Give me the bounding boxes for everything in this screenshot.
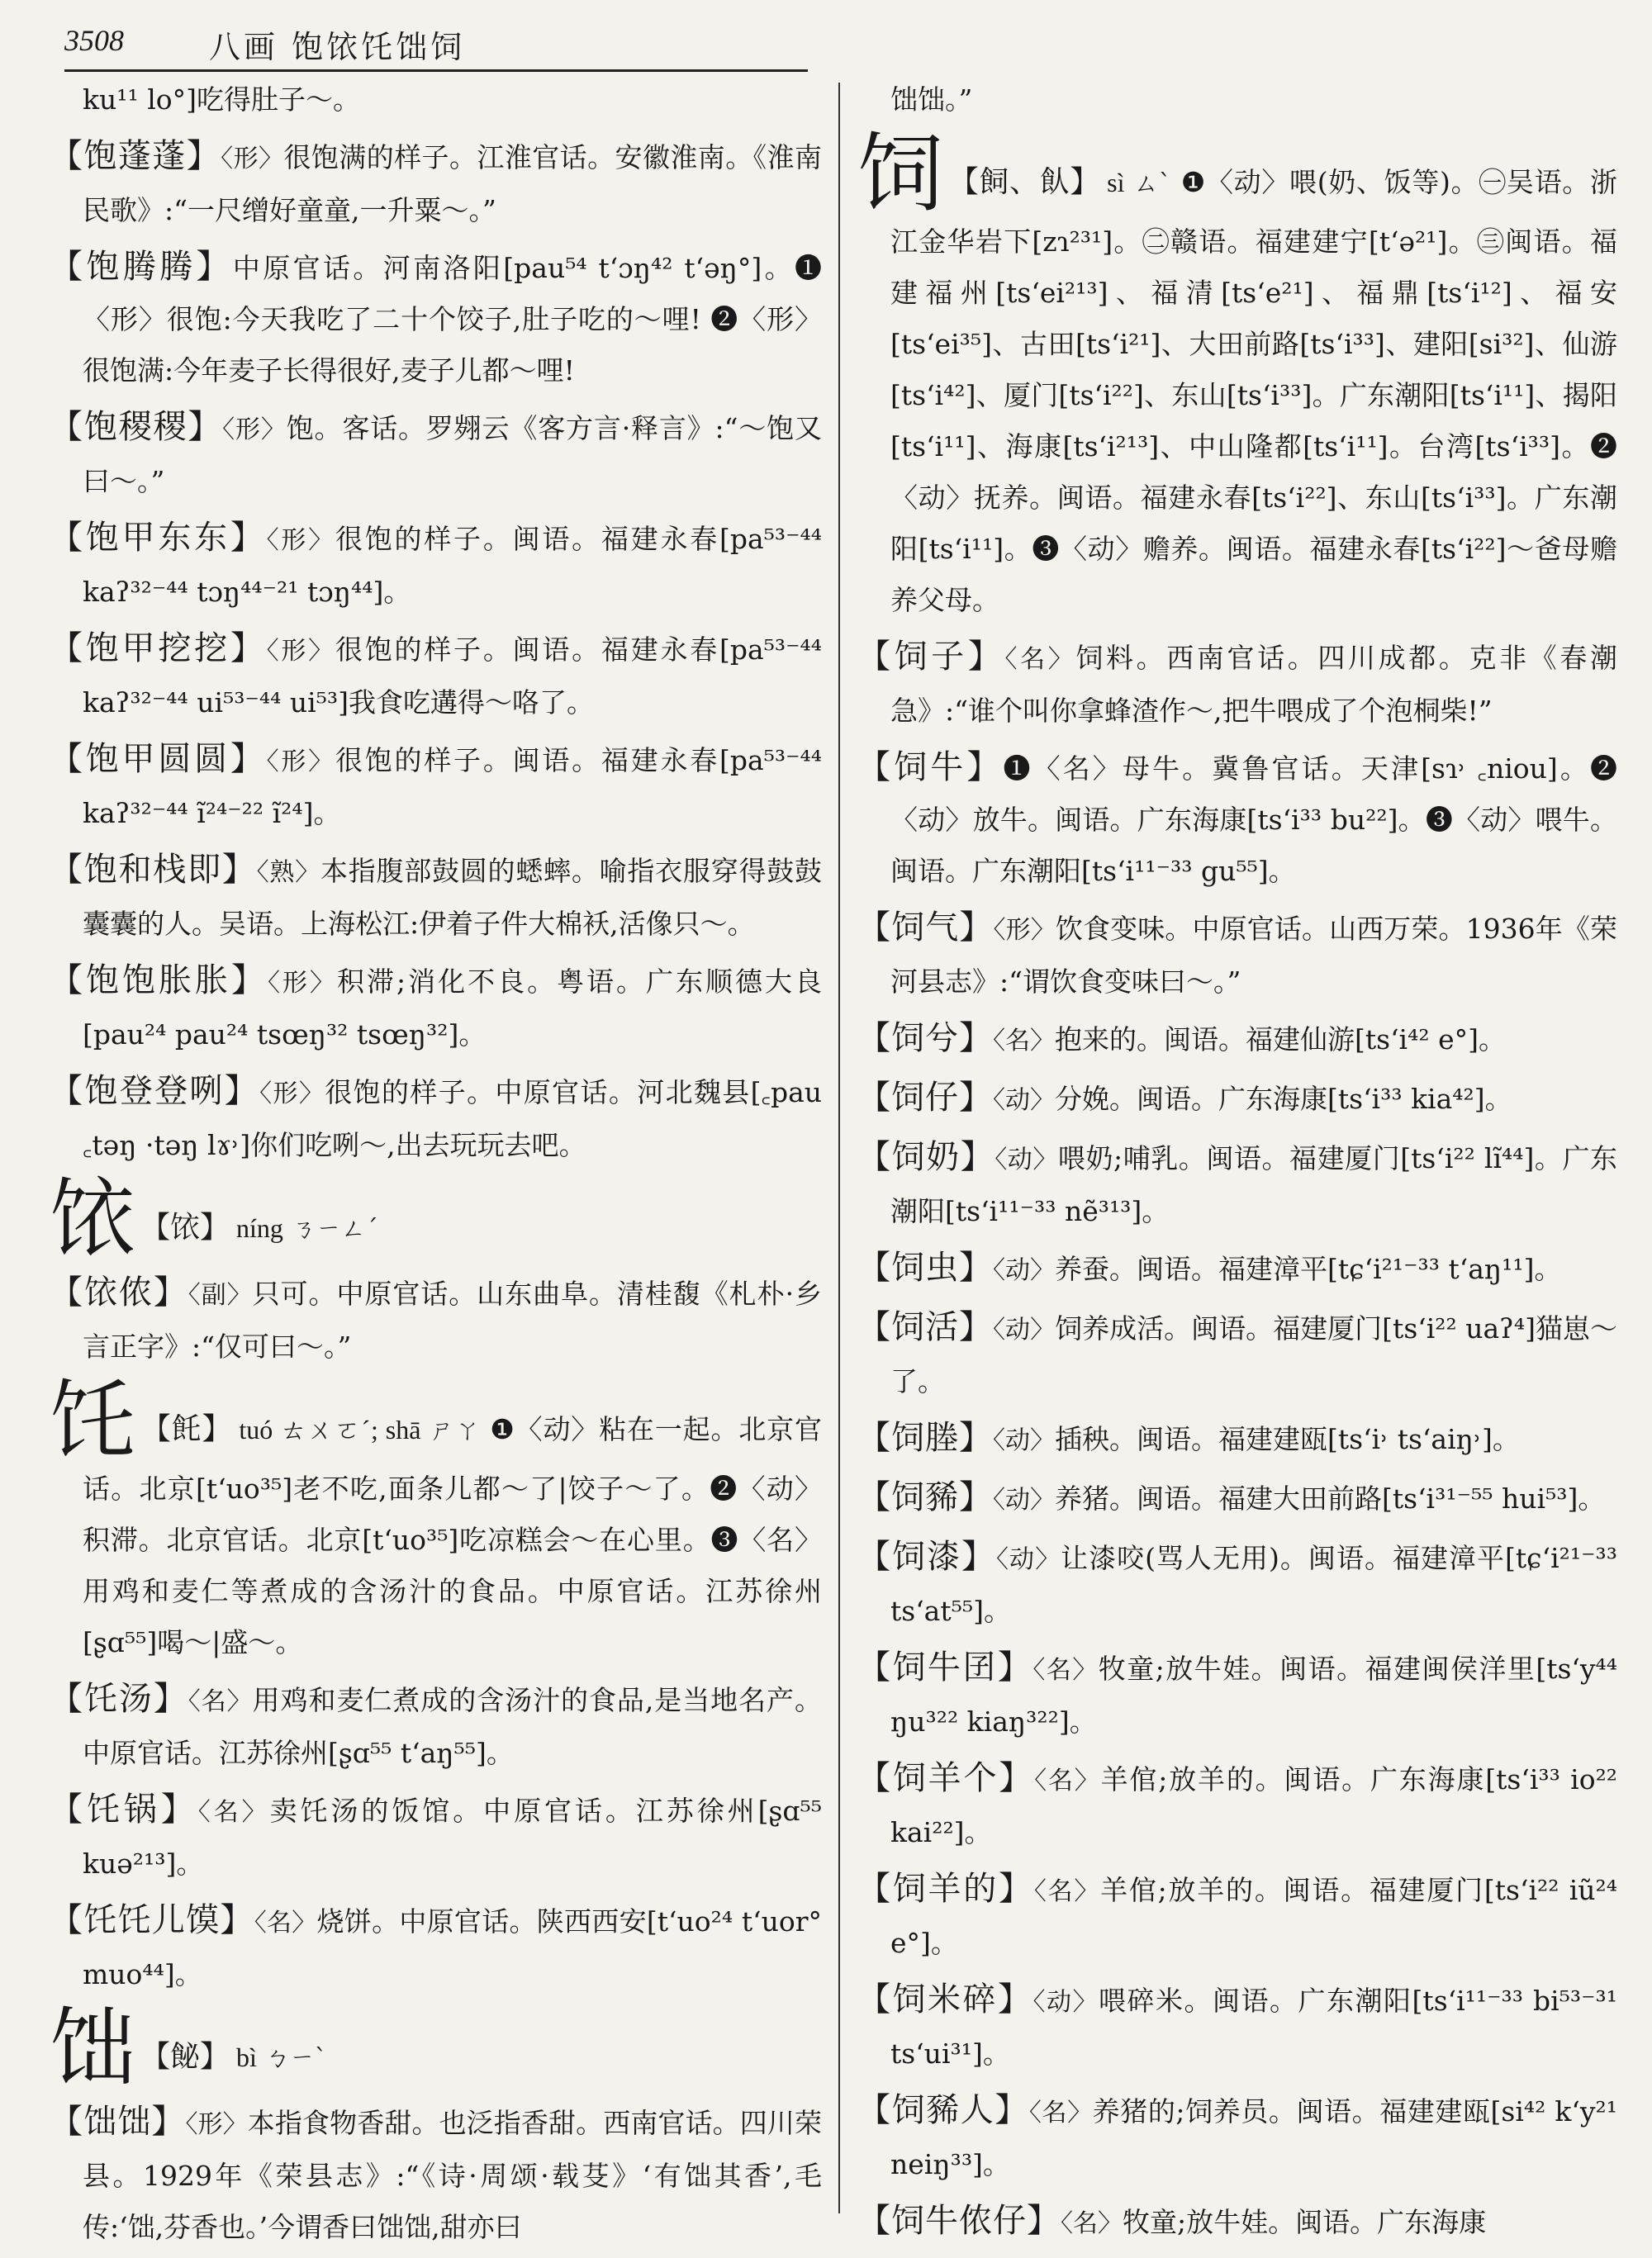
entry-headword: 【饲兮】	[857, 1019, 993, 1057]
definition-text: 很饱满的样子。江淮官话。安徽淮南。《淮南民歌》:“一尺缯好童童,一升粟～。”	[83, 141, 823, 226]
entry-headword: 【饱和栈即】	[50, 851, 257, 889]
entry-headword: 【饲牛】	[857, 748, 1004, 786]
definition-text: 烧饼。中原官话。陕西西安[tʻuo²⁴ tʻuor° muo⁴⁴]。	[83, 1905, 823, 1990]
definition-text: ❶〈名〉母牛。冀鲁官话。天津[sɿ˒ ꜀niou]。❷〈动〉放牛。闽语。广东海康[tsʻi³³ bu²²]。❸〈动〉喂牛。闽语。广东潮阳[tsʻi¹¹⁻³³ gu⁵⁵]。	[890, 752, 1618, 887]
zhuyin: ㄙˋ	[1132, 169, 1172, 198]
dictionary-entry	[50, 733, 822, 839]
part-of-speech: 〈名〉	[1033, 1877, 1101, 1906]
part-of-speech: 〈动〉	[993, 1426, 1055, 1455]
dictionary-entry	[857, 1242, 1617, 1297]
part-of-speech: 〈形〉	[266, 747, 335, 776]
definition-text: 饱。客话。罗翙云《客方言·释言》:“～饱又曰～。”	[83, 412, 823, 497]
entry-headword: 【饱腾腾】	[50, 248, 233, 286]
page-number: 3508	[64, 24, 124, 57]
definition-text: 饲料。西南官话。四川成都。克非《春潮急》:“谁个叫你拿蜂渣作～,把牛喂成了个泡桐柴!”	[890, 642, 1617, 727]
definition-text: 饲养成活。闽语。福建厦门[tsʻi²² uaʔ⁴]猫崽～了。	[890, 1312, 1618, 1397]
definition-text: 饮食变味。中原官话。山西万荣。1936年《荣河县志》:“谓饮食变味曰～。”	[890, 913, 1618, 998]
definition-text: 养猪的;饲养员。闽语。福建建瓯[si⁴² kʻy²¹ neiŋ³³]。	[890, 2095, 1618, 2180]
dictionary-entry	[50, 130, 822, 236]
entry-headword: 【饱稷稷】	[50, 408, 223, 446]
definition-text: 养蚕。闽语。福建漳平[tɕʻi²¹⁻³³ tʻaŋ¹¹]。	[1055, 1253, 1562, 1285]
entry-headword: 【饲仔】	[857, 1079, 993, 1117]
dictionary-entry	[857, 1412, 1617, 1467]
dictionary-entry	[857, 631, 1617, 737]
part-of-speech: 〈名〉	[188, 1687, 253, 1716]
dictionary-entry	[50, 1673, 822, 1779]
definition-text: 羊倌;放羊的。闽语。福建厦门[tsʻi²² iũ²⁴ e°]。	[890, 1874, 1618, 1959]
entry-headword: 【饲气】	[857, 908, 994, 946]
definition-text: 只可。中原官话。山东曲阜。清桂馥《札朴·乡言正字》:“仅可曰～。”	[83, 1278, 823, 1363]
definition-text: 让漆咬(骂人无用)。闽语。福建漳平[tɕʻi²¹⁻³³ tsʻat⁵⁵]。	[890, 1542, 1618, 1627]
pinyin: tuó ㄊㄨㄛˊ; shā	[239, 1415, 421, 1444]
entry-headword: 【饲子】	[857, 638, 1005, 676]
part-of-speech: 〈动〉	[993, 1256, 1055, 1285]
continued-text: 饳饳。”	[890, 83, 973, 116]
character-entry	[50, 1169, 822, 1269]
traditional-form: 【飼、飤】	[948, 165, 1101, 199]
header-rule	[64, 69, 808, 72]
dictionary-entry	[50, 1267, 822, 1373]
part-of-speech: 〈形〉	[221, 145, 284, 173]
dictionary-entry	[857, 1753, 1617, 1858]
dictionary-entry	[857, 1974, 1617, 2080]
part-of-speech: 〈动〉	[996, 1545, 1061, 1574]
dictionary-entry	[857, 1131, 1617, 1237]
entry-headword: 【饦汤】	[50, 1680, 188, 1718]
part-of-speech: 〈名〉	[1032, 1656, 1099, 1685]
part-of-speech: 〈名〉	[1028, 2099, 1093, 2128]
definition-text: 很饱的样子。闽语。福建永春[pa⁵³⁻⁴⁴ kaʔ³²⁻⁴⁴ ui⁵³⁻⁴⁴ ui⁵³]我食吃遘得～咯了。	[83, 633, 823, 719]
character-entry	[50, 1998, 822, 2099]
part-of-speech: 〈形〉	[222, 415, 287, 444]
definition-text: 喂碎米。闽语。广东潮阳[tsʻi¹¹⁻³³ bi⁵³⁻³¹ tsʻui³¹]。	[890, 1985, 1618, 2070]
part-of-speech: 〈名〉	[1004, 645, 1076, 674]
zhuyin: ㄕㄚ	[429, 1416, 481, 1445]
dictionary-entry	[50, 844, 822, 950]
traditional-form: 【飶】	[140, 2040, 230, 2074]
entry-headword: 【饲漆】	[857, 1538, 997, 1576]
head-character: 饦	[50, 1370, 136, 1471]
entry-headword: 【饳饳】	[50, 2103, 186, 2141]
entry-headword: 【饲米碎】	[857, 1980, 1033, 2018]
head-character: 饳	[50, 1998, 136, 2099]
dictionary-entry	[857, 1863, 1617, 1969]
part-of-speech: 〈名〉	[1061, 2209, 1123, 2238]
definition-text: 喂奶;哺乳。闽语。福建厦门[tsʻi²² lĩ⁴⁴]。广东潮阳[tsʻi¹¹⁻³³ nẽ³¹³]。	[890, 1142, 1618, 1227]
traditional-form: 【饻】	[140, 1211, 230, 1245]
dictionary-entry	[857, 742, 1617, 897]
entry-headword: 【饱甲圆圆】	[50, 740, 267, 778]
part-of-speech: 〈形〉	[266, 637, 335, 666]
part-of-speech: 〈形〉	[266, 526, 335, 555]
definition-text: 中原官话。河南洛阳[pau⁵⁴ tʻɔŋ⁴² tʻəŋ°]。❶〈形〉很饱:今天我吃了二十个饺子,肚子吃的～哩! ❷〈形〉很饱满:今年麦子长得很好,麦子儿都～哩!	[83, 252, 823, 387]
definition-text: 很饱的样子。闽语。福建永春[pa⁵³⁻⁴⁴ kaʔ³²⁻⁴⁴ ĩ²⁴⁻²² ĩ²⁴]。	[83, 744, 823, 829]
page-header	[64, 18, 1617, 68]
character-entry	[50, 1370, 822, 1668]
part-of-speech: 〈副〉	[188, 1281, 253, 1310]
part-of-speech: 〈形〉	[267, 969, 337, 998]
dictionary-entry	[857, 1013, 1617, 1067]
entry-headword: 【饱甲挖挖】	[50, 629, 267, 667]
running-head: 八画 饱饻饦饳饲	[209, 29, 466, 65]
pinyin: níng	[236, 1213, 283, 1243]
part-of-speech: 〈形〉	[185, 2110, 248, 2139]
entry-headword: 【饲羊的】	[857, 1870, 1034, 1908]
zhuyin: ㄋㄧㄥˊ	[291, 1215, 378, 1244]
entry-headword: 【饲豨人】	[857, 2091, 1029, 2129]
entry-headword: 【饲塍】	[857, 1419, 993, 1457]
continued-text: ku¹¹ lo°]吃得肚子～。	[83, 83, 360, 116]
entry-headword: 【饲牛囝】	[857, 1648, 1033, 1686]
definition-text: 很饱的样子。闽语。福建永春[pa⁵³⁻⁴⁴ kaʔ³²⁻⁴⁴ tɔŋ⁴⁴⁻²¹ tɔŋ⁴⁴]。	[83, 523, 823, 608]
entry-headword: 【饲牛侬仔】	[857, 2202, 1061, 2240]
dictionary-entry	[857, 1642, 1617, 1748]
part-of-speech: 〈名〉	[254, 1909, 317, 1938]
dictionary-entry	[857, 2195, 1617, 2250]
column-divider	[838, 83, 840, 2213]
zhuyin: ㄅㄧˋ	[264, 2044, 327, 2073]
definition-text: ❶〈动〉粘在一起。北京官话。北京[tʻuo³⁵]老不吃,面条儿都～了|饺子～了。❷〈动〉积滞。北京官话。北京[tʻuo³⁵]吃凉糕会～在心里。❸〈名〉用鸡和麦仁等煮成的含汤汁的食品。中原官话。江苏徐州[ʂɑ⁵⁵]喝～|盛～。	[83, 1413, 822, 1658]
entry-headword: 【饲虫】	[857, 1249, 993, 1287]
definition-text: ❶〈动〉喂(奶、饭等)。㊀吴语。浙江金华岩下[zɿ²³¹]。㊁赣语。福建建宁[tʻə²¹]。㊂闽语。福建福州[tsʻei²¹³]、福清[tsʻe²¹]、福鼎[tsʻi¹²]、福安[tsʻei³⁵]、古田[tsʻi²¹]、大田前路[tsʻi³³]、建阳[si³²]、仙游[tsʻi⁴²]、厦门[tsʻi²²]、东山[tsʻi³³]。广东潮阳[tsʻi¹¹]、揭阳[tsʻi¹¹]、海康[tsʻi²¹³]、中山隆都[tsʻi¹¹]。台湾[tsʻi³³]。❷〈动〉抚养。闽语。福建永春[tsʻi²²]、东山[tsʻi³³]。广东潮阳[tsʻi¹¹]。❸〈动〉赡养。闽语。福建永春[tsʻi²²]～爸母赡养父母。	[890, 166, 1617, 616]
definition-text: 本指食物香甜。也泛指香甜。西南官话。四川荣县。1929年《荣县志》:“《诗·周颂·载芟》‘有饳其香’,毛传:‘饳,芬香也。’今谓香曰饳饳,甜亦曰	[83, 2107, 823, 2243]
dictionary-entry	[857, 1472, 1617, 1526]
part-of-speech: 〈动〉	[993, 1316, 1056, 1345]
dictionary-entry	[857, 2085, 1617, 2190]
definition-text: 卖饦汤的饭馆。中原官话。江苏徐州[ʂɑ⁵⁵ kuə²¹³]。	[83, 1795, 823, 1880]
dictionary-entry	[857, 1531, 1617, 1637]
entry-headword: 【饻侬】	[50, 1274, 188, 1312]
definition-text: 很饱的样子。中原官话。河北魏县[꜀pau ꜀təŋ ·təŋ lɤ˒]你们吃咧～,出去玩玩去吧。	[83, 1076, 823, 1161]
dictionary-entry	[50, 623, 822, 728]
part-of-speech: 〈名〉	[993, 1027, 1055, 1055]
entry-headword: 【饱甲东东】	[50, 519, 267, 557]
definition-text: 本指腹部鼓圆的蟋蟀。喻指衣服穿得鼓鼓囊囊的人。吴语。上海松江:伊着子件大棉袄,活像只～。	[83, 855, 823, 940]
definition-text: 积滞;消化不良。粤语。广东顺德大良[pau²⁴ pau²⁴ tsœŋ³² tsœŋ³²]。	[83, 965, 823, 1051]
part-of-speech: 〈形〉	[993, 916, 1056, 945]
dictionary-entry	[50, 1784, 822, 1890]
entry-headword: 【饱登登咧】	[50, 1072, 260, 1110]
dictionary-entry	[50, 512, 822, 618]
entry-headword: 【饲羊个】	[857, 1759, 1035, 1797]
entry-headword: 【饱蓬蓬】	[50, 137, 221, 175]
part-of-speech: 〈熟〉	[256, 858, 320, 887]
part-of-speech: 〈名〉	[1034, 1767, 1101, 1795]
right-column	[857, 74, 1617, 2255]
dictionary-entry	[50, 1895, 822, 2000]
definition-text: 分娩。闽语。广东海康[tsʻi³³ kia⁴²]。	[1055, 1083, 1512, 1115]
character-entry	[857, 123, 1617, 626]
head-character: 饻	[50, 1169, 136, 1269]
dictionary-entry	[50, 241, 822, 396]
definition-text: 用鸡和麦仁煮成的含汤汁的食品,是当地名产。中原官话。江苏徐州[ʂɑ⁵⁵ tʻaŋ⁵⁵]。	[83, 1684, 823, 1769]
traditional-form: 【飥】	[140, 1412, 233, 1446]
entry-headword: 【饲活】	[857, 1308, 994, 1346]
head-character: 饲	[857, 123, 944, 224]
entry-headword: 【饦饦儿馍】	[50, 1901, 254, 1939]
dictionary-entry	[50, 401, 822, 507]
dictionary-entry	[857, 1072, 1617, 1127]
dictionary-entry	[857, 902, 1617, 1008]
dictionary-entry	[50, 1065, 822, 1171]
dictionary-entry	[50, 955, 822, 1060]
entry-headword: 【饦锅】	[50, 1791, 198, 1829]
definition-text: 养猪。闽语。福建大田前路[tsʻi³¹⁻⁵⁵ hui⁵³]。	[1055, 1482, 1606, 1515]
entry-headword: 【饲豨】	[857, 1478, 993, 1516]
part-of-speech: 〈形〉	[259, 1079, 325, 1108]
definition-text: 牧童;放牛娃。闽语。福建闽侯洋里[tsʻy⁴⁴ ŋu³²² kiaŋ³²²]。	[890, 1653, 1618, 1738]
part-of-speech: 〈动〉	[993, 1086, 1055, 1115]
definition-text: 插秧。闽语。福建建瓯[tsʻi˒ tsʻaiŋ˒]。	[1055, 1423, 1520, 1455]
dictionary-entry	[857, 1302, 1617, 1407]
entry-headword: 【饱饱胀胀】	[50, 961, 268, 999]
pinyin: sì	[1107, 168, 1125, 197]
left-column	[50, 74, 822, 2258]
pinyin: bì	[236, 2042, 257, 2072]
definition-text: 牧童;放牛娃。闽语。广东海康	[1123, 2206, 1487, 2238]
entry-headword: 【饲奶】	[857, 1138, 995, 1176]
definition-text: 羊倌;放羊的。闽语。广东海康[tsʻi³³ io²² kai²²]。	[890, 1763, 1618, 1848]
part-of-speech: 〈动〉	[993, 1486, 1055, 1515]
part-of-speech: 〈动〉	[995, 1146, 1058, 1174]
part-of-speech: 〈动〉	[1032, 1988, 1099, 2017]
definition-text: 抱来的。闽语。福建仙游[tsʻi⁴² e°]。	[1055, 1023, 1506, 1055]
part-of-speech: 〈名〉	[197, 1798, 270, 1827]
